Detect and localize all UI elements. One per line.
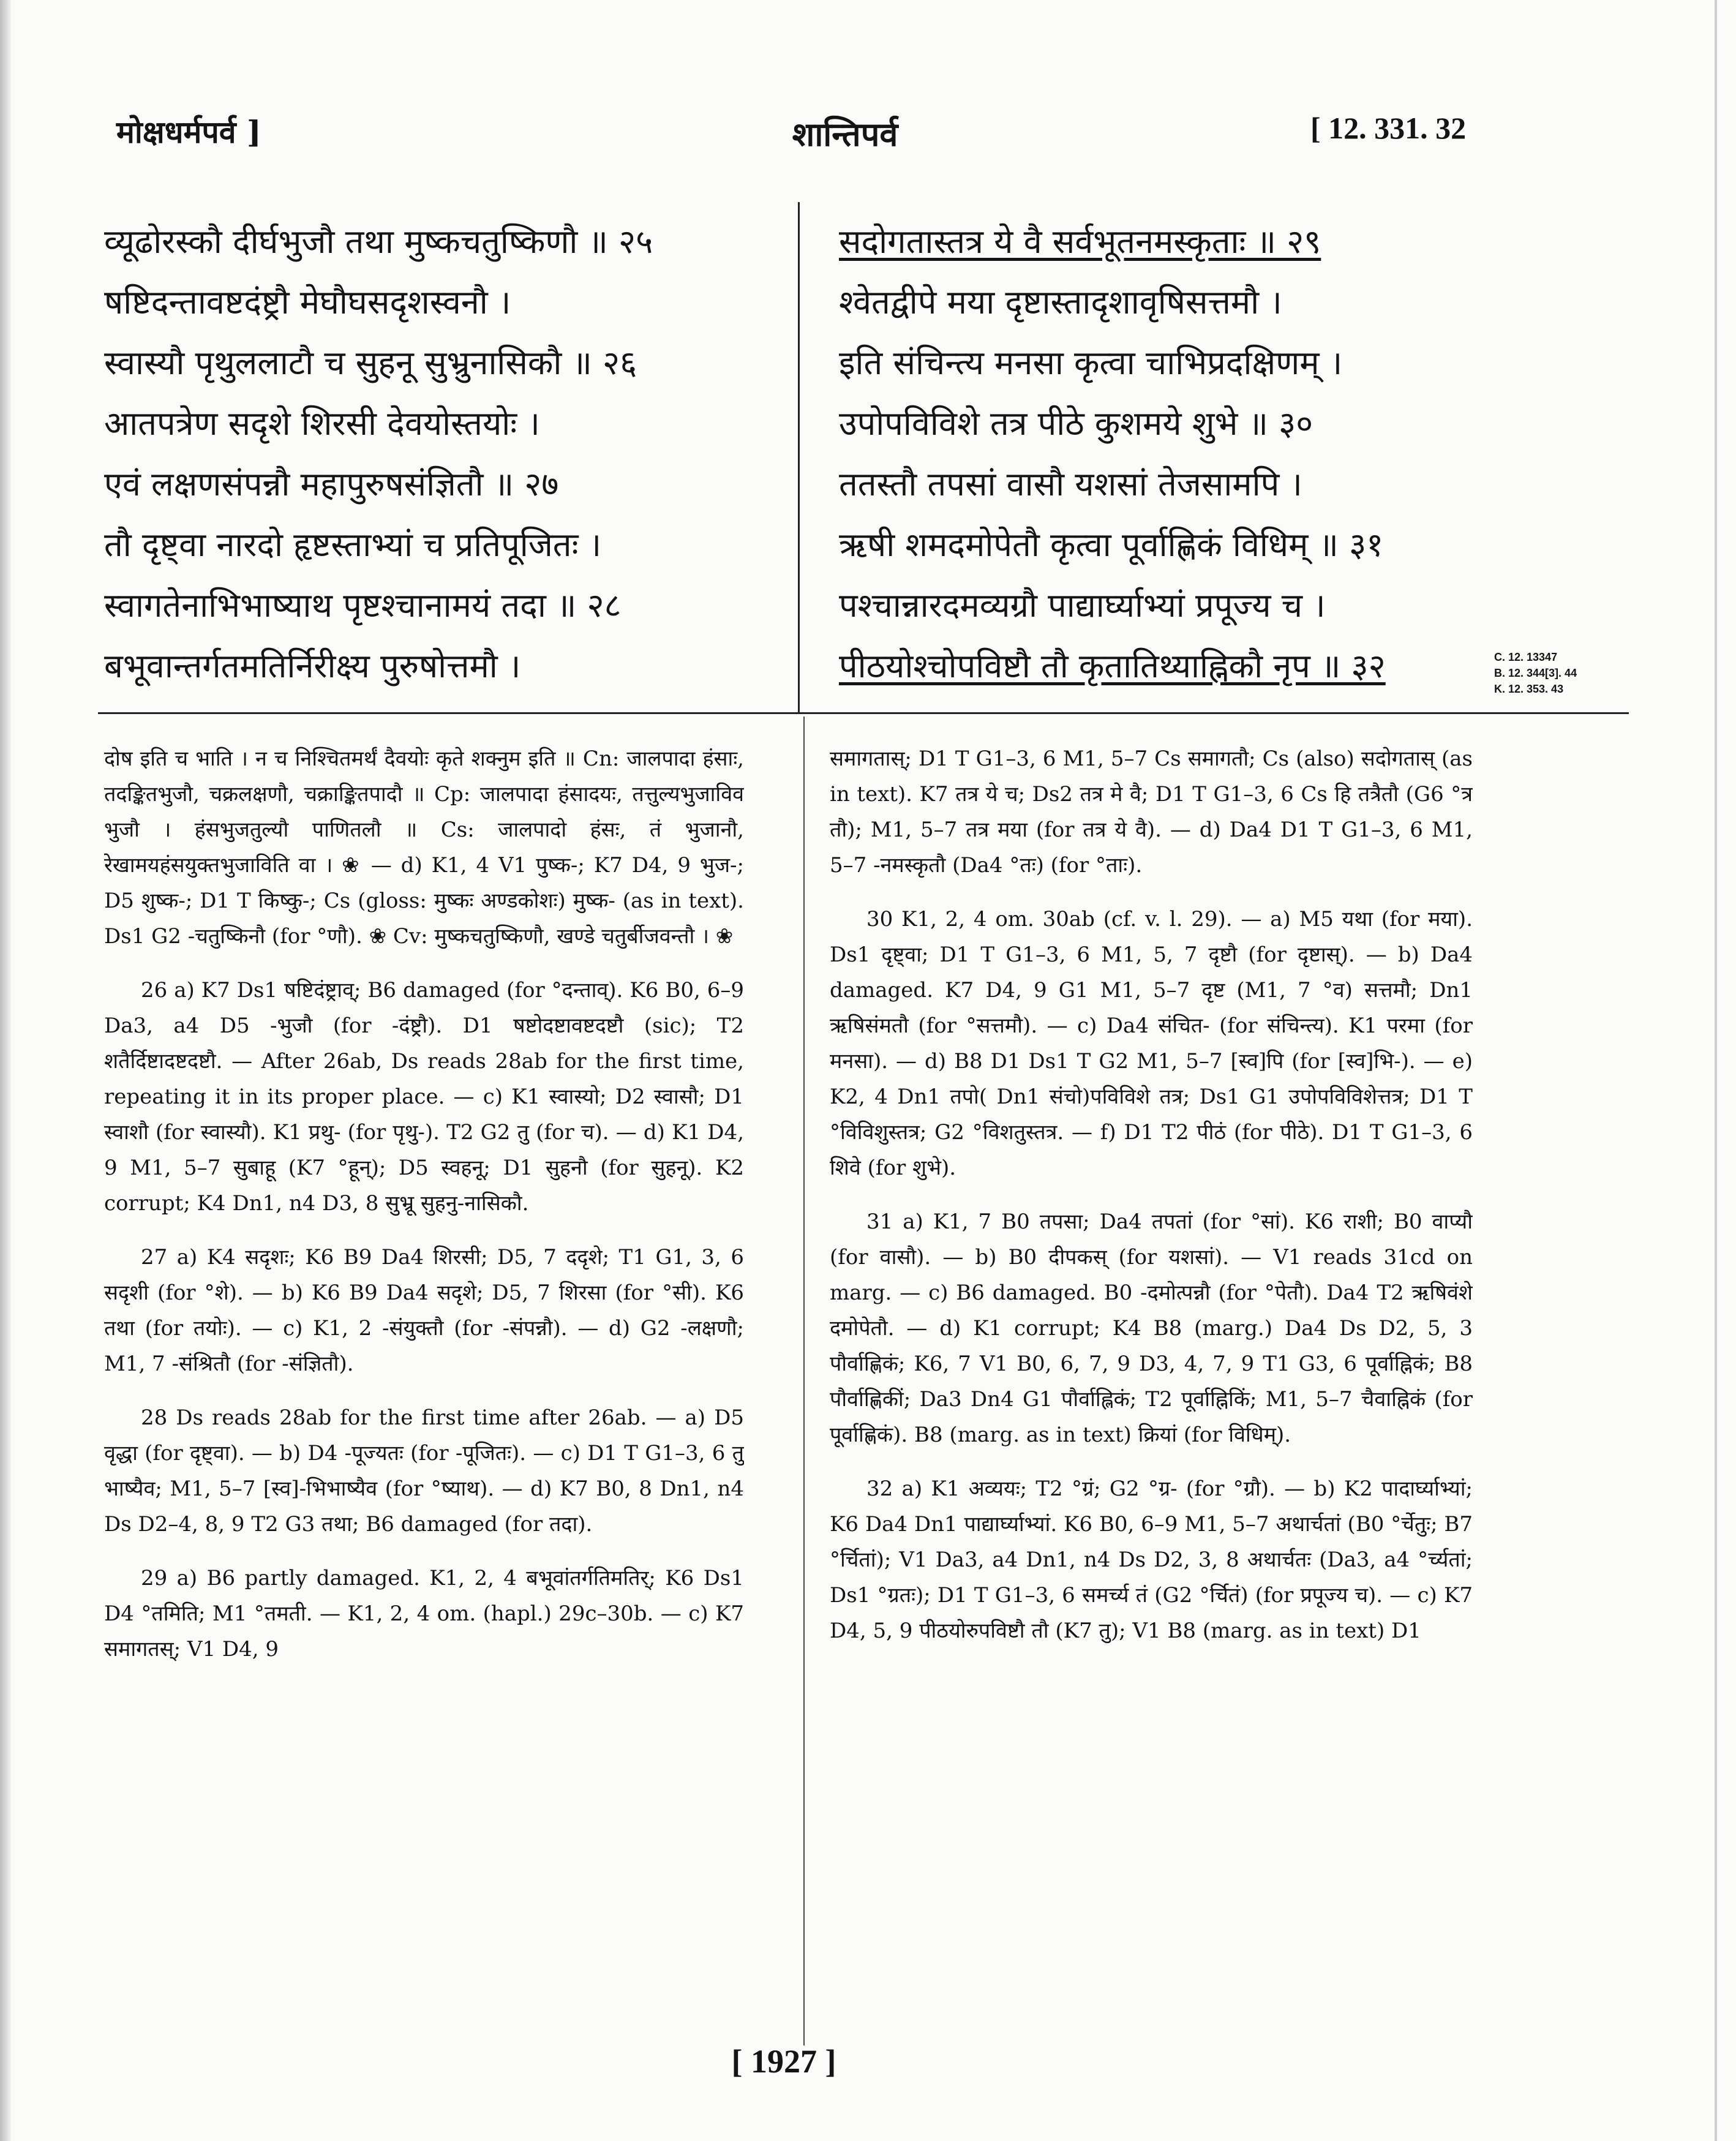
apparatus-note: 28 Ds reads 28ab for the first time after 26ab. — a) D5 वृद्धा (for दृष्ट्वा). — b) D4 -पूज्यतः (for -पूजितः). — c) D1 T G1–3, 6 तु भाष्यैव; M1, 5–7 [स्व]-भिभाष्यैव (for °ष्याथ). — d) K7 B0, 8 Dn1, n4 Ds D2–4, 8, 9 T2 G3 तथा; B6 damaged (for तदा). [104, 1405, 744, 1537]
scan-right-edge [1715, 0, 1717, 2141]
verse-line: ऋषी शमदमोपेतौ कृत्वा पूर्वाह्णिकं विधिम् ॥ ३१ [839, 525, 1384, 564]
apparatus-note: 26 a) K7 Ds1 षष्टिदंष्ट्राव्; B6 damaged (for °दन्ताव्). K6 B0, 6–9 Da3, a4 D5 -भुजौ (for -दंष्ट्रौ). D1 षष्टोदष्टावष्टदष्टौ (sic); T2 शतैर्दिष्टादष्टदष्टौ. — After 26ab, Ds reads 28ab for the first time, repeating it in its proper place. — c) K1 स्वास्यो; D2 स्वासौ; D1 स्वाशौ (for स्वास्यौ). K1 प्रथु- (for पृथु-). T2 G2 तु (for च). — d) K1 D4, 9 M1, 5–7 सुबाहू (K7 °हून्); D5 स्वहनू; D1 सुहनौ (for सुहनू). K2 corrupt; K4 Dn1, n4 D3, 8 सुभ्रू सुहनु-नासिकौ. [104, 978, 744, 1216]
running-head-left: मोक्षधर्मपर्व ] [116, 114, 261, 150]
verse-line: तौ दृष्ट्वा नारदो हृष्टस्ताभ्यां च प्रतिपूजितः । [104, 525, 602, 564]
verse-line: स्वास्यौ पृथुललाटौ च सुहनू सुभ्रुनासिकौ ॥ २६ [104, 344, 637, 382]
verse-line: पीठयोश्चोपविष्टौ तौ कृतातिथ्याह्निकौ नृप ॥ ३२ [839, 647, 1386, 685]
verse-line: आतपत्रेण सदृशे शिरसी देवयोस्तयोः । [104, 404, 540, 443]
verse-line: व्यूढोरस्कौ दीर्घभुजौ तथा मुष्कचतुष्किणौ ॥ २५ [104, 222, 653, 261]
apparatus-note: समागतास्; D1 T G1–3, 6 M1, 5–7 Cs समागतौ; Cs (also) सदोगतास् (as in text). K7 तत्र ये च; Ds2 तत्र मे वै; D1 T G1–3, 6 Cs हि तत्रैतौ (G6 °त्र तौ); M1, 5–7 तत्र मया (for तत्र ये वै). — d) Da4 D1 T G1–3, 6 M1, 5–7 -नमस्कृतौ (Da4 °तः) (for °ताः). [830, 747, 1473, 878]
verse-line: सदोगतास्तत्र ये वै सर्वभूतनमस्कृताः ॥ २९ [839, 222, 1321, 261]
verse-line: श्वेतद्वीपे मया दृष्टास्तादृशावृषिसत्तमौ । [839, 283, 1282, 322]
apparatus-note: दोष इति च भाति । न च निश्चितमर्थं दैवयोः कृते शक्नुम इति ॥ Cn: जालपादा हंसाः, तदङ्कितभुजौ, चक्रलक्षणौ, चक्राङ्कितपादौ ॥ Cp: जालपादा हंसादयः, तत्तुल्यभुजाविव भुजौ । हंसभुजतुल्यौ पाणितलौ ॥ Cs: जालपादो हंसः, तं भुजानौ, रेखामयहंसयुक्तभुजाविति वा । ❀ — d) K1, 4 V1 पुष्क-; K7 D4, 9 भुज-; D5 शुष्क-; D1 T किष्कु-; Cs (gloss: मुष्कः अण्डकोशः) मुष्क- (as in text). Ds1 G2 -चतुष्किनौ (for °णौ). ❀ Cv: मुष्कचतुष्किणौ, खण्डे चतुर्बीजवन्तौ । ❀ [104, 747, 744, 949]
scan-left-edge [0, 0, 11, 2141]
apparatus-note: 31 a) K1, 7 B0 तपसा; Da4 तपतां (for °सां). K6 राशी; B0 वाप्यौ (for वासौ). — b) B0 दीपकस् (for यशसां). — V1 reads 31cd on marg. — c) B6 damaged. B0 -दमोत्पन्नौ (for °पेतौ). Da4 T2 ऋषिवंशे दमोपेतौ. — d) K1 corrupt; K4 B8 (marg.) Da4 Ds D2, 5, 3 पौर्वाह्णिकं; K6, 7 V1 B0, 6, 7, 9 D3, 4, 7, 9 T1 G3, 6 पूर्वाह्निकं; B8 पौर्वाह्णिकीं; Da3 Dn4 G1 पौर्वाह्लिकं; T2 पूर्वाह्निकिं; M1, 5–7 चैवाह्निकं (for पूर्वाह्णिकं). B8 (marg. as in text) क्रियां (for विधिम्). [830, 1210, 1473, 1447]
critical-apparatus-right [830, 741, 1473, 2045]
verse-column-left [104, 211, 772, 695]
page-number: [ 1927 ] [731, 2043, 836, 2080]
verse-column-right [839, 211, 1476, 695]
verse-line: षष्टिदन्तावष्टदंष्ट्रौ मेघौघसदृशस्वनौ । [104, 283, 511, 322]
verse-line: उपोपविविशे तत्र पीठे कुशमये शुभे ॥ ३० [839, 404, 1313, 443]
apparatus-note: 27 a) K4 सदृशः; K6 B9 Da4 शिरसी; D5, 7 ददृशे; T1 G1, 3, 6 सदृशी (for °शे). — b) K6 B9 Da4 सदृशे; D5, 7 शिरसा (for °सी). K6 तथा (for तयोः). — c) K1, 2 -संयुक्तौ (for -संपन्नौ). — d) G2 -लक्षणौ; M1, 7 -संश्रितौ (for -संज्ञितौ). [104, 1245, 744, 1376]
column-divider-verses [798, 202, 800, 713]
apparatus-note: 32 a) K1 अव्ययः; T2 °ग्रं; G2 °ग्र- (for °ग्रौ). — b) K2 पादार्घ्याभ्यां; K6 Da4 Dn1 पाद्यार्घ्याभ्यां. K6 B0, 6–9 M1, 5–7 अथार्चतां (B0 °र्चेतुः; B7 °र्चितां); V1 Da3, a4 Dn1, n4 Ds D2, 3, 8 अथार्चतः (Da3, a4 °र्च्यतां; Ds1 °ग्रतः); D1 T G1–3, 6 समर्च्य तं (G2 °र्चितं) (for प्रपूज्य च). — c) K7 D4, 5, 9 पीठयोरुपविष्टौ तौ (K7 तु); V1 B8 (marg. as in text) D1 [830, 1477, 1473, 1643]
concordance-references [1494, 649, 1653, 697]
concordance-kumbhakonam: K. 12. 353. 43 [1494, 683, 1564, 695]
apparatus-separator-rule [98, 712, 1629, 714]
running-head-reference: [ 12. 331. 32 [1310, 111, 1467, 145]
apparatus-note: 29 a) B6 partly damaged. K1, 2, 4 बभूवांतर्गतिमतिर्; K6 Ds1 D4 °तमिति; M1 °तमती. — K1, 2, 4 om. (hapl.) 29c–30b. — c) K7 समागतस्; V1 D4, 9 [104, 1566, 744, 1661]
verse-line: एवं लक्षणसंपन्नौ महापुरुषसंज्ञितौ ॥ २७ [104, 465, 559, 503]
verse-line: इति संचिन्त्य मनसा कृत्वा चाभिप्रदक्षिणम् । [839, 344, 1343, 382]
verse-line: ततस्तौ तपसां वासौ यशसां तेजसामपि । [839, 465, 1302, 503]
column-divider-notes [803, 717, 805, 2045]
concordance-bombay: B. 12. 344[3]. 44 [1494, 667, 1577, 679]
verse-line: बभूवान्तर्गतमतिर्निरीक्ष्य पुरुषोत्तमौ । [104, 647, 521, 685]
verse-line: स्वागतेनाभिभाष्याथ पृष्टश्चानामयं तदा ॥ २८ [104, 586, 622, 625]
verse-line: पश्चान्नारदमव्यग्रौ पाद्यार्घ्याभ्यां प्रपूज्य च । [839, 586, 1326, 625]
critical-apparatus-left [104, 741, 744, 2045]
apparatus-note: 30 K1, 2, 4 om. 30ab (cf. v. l. 29). — a) M5 यथा (for मया). Ds1 दृष्ट्वा; D1 T G1–3, 6 M1, 5, 7 दृष्टौ (for दृष्टास्). — b) Da4 damaged. K7 D4, 9 G1 M1, 5–7 दृष्ट (M1, 7 °व) सत्तमौ; Dn1 ऋषिसंमतौ (for °सत्तमौ). — c) Da4 संचित- (for संचिन्त्य). K1 परमा (for मनसा). — d) B8 D1 Ds1 T G2 M1, 5–7 [स्व]पि (for [स्व]भि-). — e) K2, 4 Dn1 तपो( Dn1 संचो)पविविशे तत्र; Ds1 G1 उपोपविविशेत्तत्र; D1 T °विविशुस्तत्र; G2 °विशतुस्तत्र. — f) D1 T2 पीठं (for पीठे). D1 T G1–3, 6 शिवे (for शुभे). [830, 907, 1473, 1180]
concordance-calcutta: C. 12. 13347 [1494, 651, 1558, 663]
running-head-title: शान्तिपर्व [792, 115, 898, 154]
